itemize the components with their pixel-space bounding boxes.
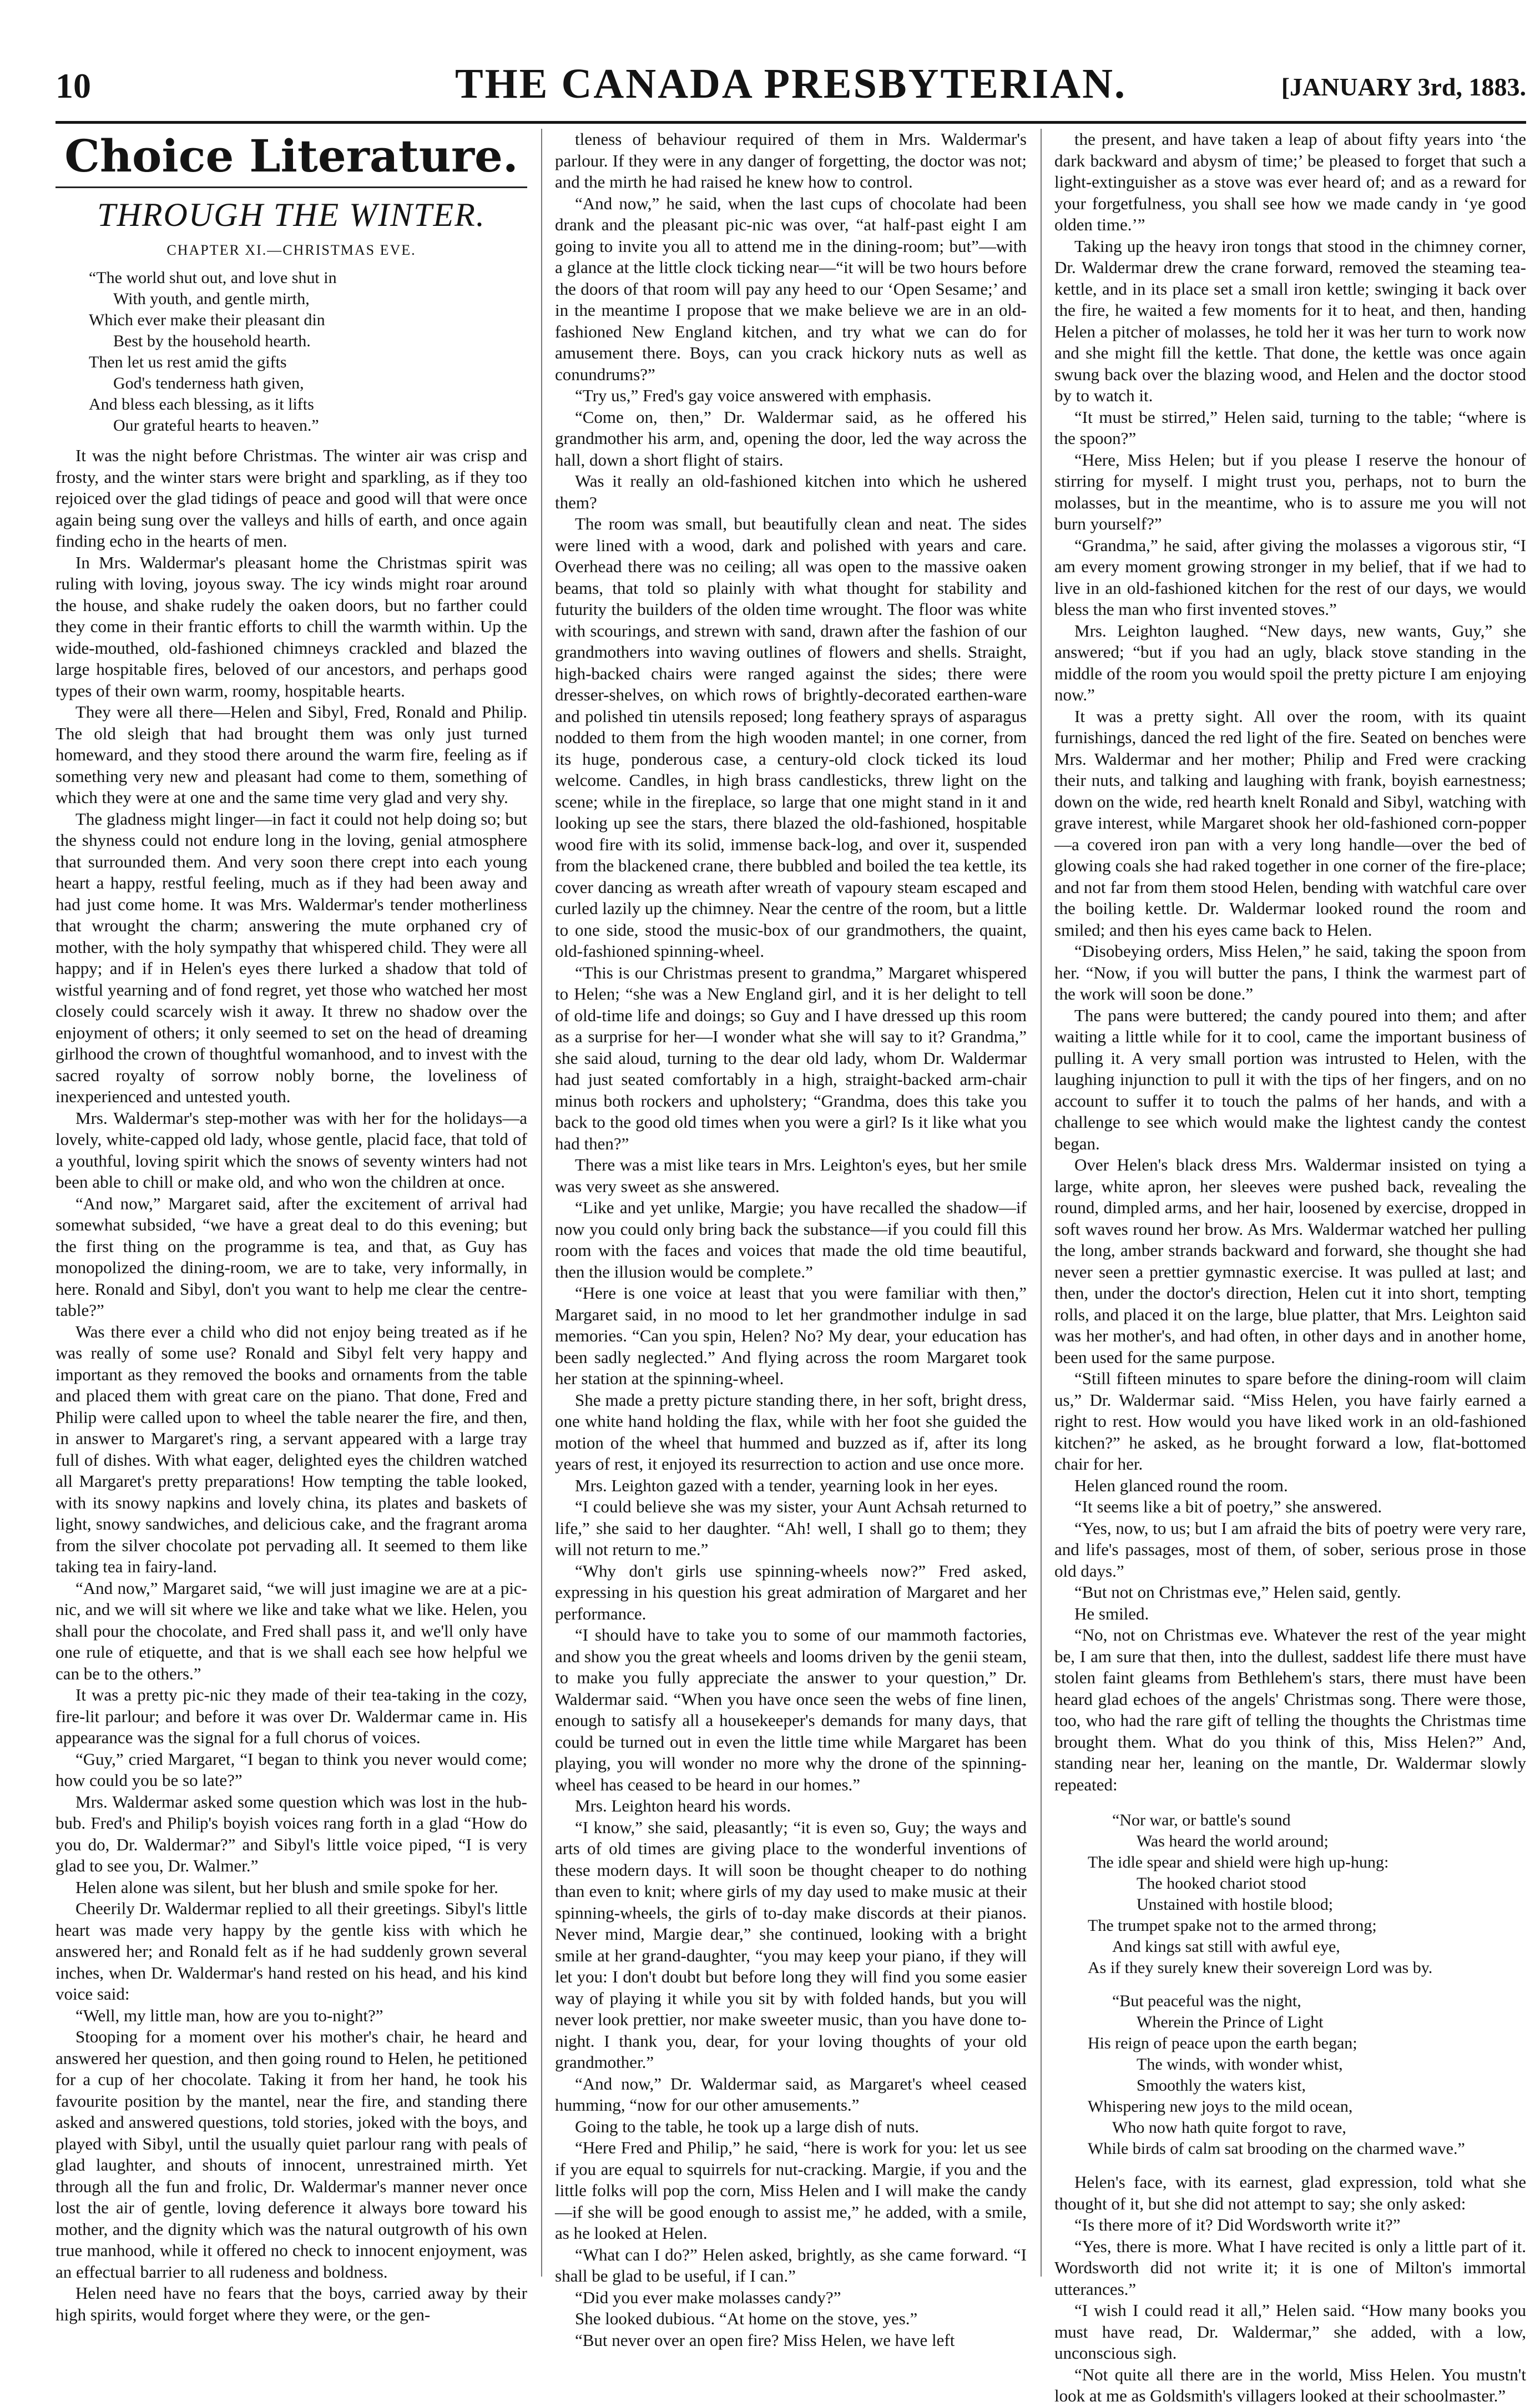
paragraph: “And now,” Margaret said, after the excitement of arrival had somewhat subsided, “we have a great deal to do this evening; but the first thing on the programme is tea, and that, as Guy has monopolized the dining-room, we are to take, very informally, in here. Ronald and Sibyl, don't you want to help me clear the centre-table?”	[55, 1193, 527, 1320]
paragraph: “Here is one voice at least that you were familiar with then,” Margaret said, in no mood to let her grandmother indulge in sad memories. “Can you spin, Helen? No? My dear, your education has been sadly neglected.” And flying across the room Margaret took her station at the spinning-wheel.	[555, 1283, 1027, 1388]
paragraph: the present, and have taken a leap of about fifty years into ‘the dark backward and abysm of time;’ be pleased to forget that such a light-extinguisher as a stove was ever heard of; and as a reward for your forgetfulness, you shall see how we made candy in ‘ye good olden time.’”	[1054, 129, 1526, 234]
section-rule	[55, 186, 527, 188]
paragraph: Over Helen's black dress Mrs. Waldermar insisted on tying a large, white apron, her sleeves were pushed back, revealing the round, dimpled arms, and her hair, loosened by exercise, dropped in soft waves round her brow. As Mrs. Waldermar watched her pulling the long, amber strands backward and forward, she thought she had never seen a prettier gymnastic exercise. It was pulled at last; and then, under the doctor's direction, Helen cut it into short, tempting rolls, and placed it on the large, blue platter, that Mrs. Leighton said was her mother's, and had often, in other days and in another home, been used for the same purpose.	[1054, 1155, 1526, 1367]
paragraph: Going to the table, he took up a large dish of nuts.	[575, 2116, 920, 2136]
paragraph: “Yes, now, to us; but I am afraid the bits of poetry were very rare, and life's passages, most of them, of sober, serious prose in those old days.”	[1054, 1518, 1526, 1581]
paragraph: The gladness might linger—in fact it could not help doing so; but the shyness could not endure long in the loving, genial atmosphere that surrounded them. And very soon there crept into each young heart a happy, restful feeling, much as if they had been away and had just come home. It was Mrs. Waldermar's tender motherliness that wrought the charm; answering the mute orphaned cry of mother, with the holy sympathy that whispered child. They were all happy; and if in Helen's eyes there lurked a shadow that told of wistful yearning and of fond regret, yet those who watched her most closely could scarcely wish it away. It threw no shadow over the enjoyment of others; it only seemed to set on the head of dreaming girlhood the crown of thoughtful womanhood, and to invest with the sacred royalty of sorrow nobly borne, the loveliness of inexperienced and untested youth.	[55, 809, 527, 1106]
paragraph: He smiled.	[1074, 1603, 1149, 1623]
story-title: THROUGH THE WINTER.	[97, 196, 486, 233]
paragraph: “It must be stirred,” Helen said, turning to the table; “where is the spoon?”	[1054, 407, 1526, 448]
paragraph: It was the night before Christmas. The winter air was crisp and frosty, and the winter stars were bright and sparkling, as if they too rejoiced over the glad tidings of peace and good will that were once again being sung over the valleys and hills of earth, and once again finding echo in the hearts of men.	[55, 446, 527, 551]
poem-line: The idle spear and shield were high up-hung:	[1088, 1853, 1389, 1871]
paragraph: In Mrs. Waldermar's pleasant home the Christmas spirit was ruling with loving, joyous sway. The icy winds might roar around the house, and shake rudely the oaken doors, but no farther could they come in their frantic efforts to chill the warmth within. Up the wide-mouthed, old-fashioned chimneys crackled and blazed the large hospitable fires, beloved of our ancestors, and perhaps good types of their own warm, roomy, hospitable hearts.	[55, 552, 527, 700]
poem-line: Which ever make their pleasant din	[89, 311, 325, 329]
header-rule	[55, 121, 1526, 124]
paragraph: She looked dubious. “At home on the stove, yes.”	[575, 2309, 918, 2328]
paragraph: Cheerily Dr. Waldermar replied to all their greetings. Sibyl's little heart was made very happy by the gentle kiss with which he answered her; and Ronald felt as if he had suddenly grown several inches, when Dr. Waldermar's hand rested on his head, and his kind voice said:	[55, 1899, 527, 2004]
poem-line: And bless each blessing, as it lifts	[89, 395, 314, 413]
paragraph: She made a pretty picture standing there, in her soft, bright dress, one white hand holding the flax, while with her foot she guided the motion of the wheel that hummed and buzzed as if, after its long years of rest, it enjoyed its resurrection to action and use once more.	[555, 1390, 1027, 1474]
paragraph: “Well, my little man, how are you to-night?”	[75, 2005, 383, 2025]
paragraph: “Still fifteen minutes to spare before the dining-room will claim us,” Dr. Waldermar said. “Miss Helen, you have fairly earned a right to rest. How would you have liked work in an old-fashioned kitchen?” he asked, as he brought forward a low, flat-bottomed chair for her.	[1054, 1369, 1526, 1474]
paragraph: The pans were buttered; the candy poured into them; and after waiting a little while for it to cool, came the important business of pulling it. A very small portion was intrusted to Helen, with the laughing injunction to pull it with the tips of her fingers, and on no account to suffer it to touch the palms of her hands, and with a challenge to see which would make the lightest candy the contest began.	[1054, 1005, 1526, 1153]
poem-line: While birds of calm sat brooding on the charmed wave.”	[1088, 2139, 1465, 2158]
poem-line: Smoothly the waters kist,	[1137, 2076, 1306, 2095]
column-1	[55, 129, 527, 2324]
poem-line: “Nor war, or battle's sound	[1112, 1811, 1291, 1829]
poem-line: Whispering new joys to the mild ocean,	[1088, 2097, 1353, 2116]
poem-stanza-1	[1088, 1810, 1526, 1979]
masthead-title: THE CANADA PRESBYTERIAN.	[455, 60, 1127, 107]
paragraph: Mrs. Waldermar asked some question which was lost in the hub-bub. Fred's and Philip's boyish voices rang forth in a glad “How do you do, Dr. Waldermar?” and Sibyl's little voice piped, “I is very glad to see you, Dr. Walmer.”	[55, 1792, 527, 1875]
poem-line: “The world shut out, and love shut in	[89, 269, 337, 287]
poem-line: His reign of peace upon the earth began;	[1088, 2034, 1357, 2052]
paragraph: Was it really an old-fashioned kitchen into which he ushered them?	[555, 471, 1027, 512]
paragraph: They were all there—Helen and Sibyl, Fred, Ronald and Philip. The old sleigh that had brought them was only just turned homeward, and they stood there around the warm fire, feeling as if something very new and pleasant had come to them, something of which they were at one and the same time very glad and very shy.	[55, 702, 527, 807]
paragraph: “This is our Christmas present to grandma,” Margaret whispered to Helen; “she was a New England girl, and it is her delight to tell of old-time life and doings; so Guy and I have dressed up this room as a surprise for her—I wonder what she will say to it? Grandma,” she said aloud, turning to the dear old lady, whom Dr. Waldermar had just seated comfortably in a high, straight-backed arm-chair minus both rockers and upholstery; “Grandma, does this take you back to the good old times when you were a girl? Is it like what you had then?”	[555, 962, 1027, 1153]
paragraph: “No, not on Christmas eve. Whatever the rest of the year might be, I am sure that then, into the dullest, saddest life there must have stolen faint gleams from Bethlehem's stars, there must have been heard glad echoes of the angels' Christmas song. There were those, too, who had the rare gift of telling the thoughts the Christmas time brought them. What do you think of this, Miss Helen?” And, standing near her, leaning on the mantle, Dr. Waldermar slowly repeated:	[1054, 1625, 1526, 1794]
page-header	[55, 60, 1526, 115]
issue-date: [JANUARY 3rd, 1883.	[1281, 73, 1526, 101]
paragraph: It was a pretty sight. All over the room, with its quaint furnishings, danced the red light of the fire. Seated on benches were Mrs. Waldermar and her mother; Philip and Fred were cracking their nuts, and talking and laughing with frank, boyish earnestness; down on the wide, red hearth knelt Ronald and Sibyl, watching with grave interest, while Margaret shook her old-fashioned corn-popper—a covered iron pan with a very long handle—over the bed of glowing coals she had raked together in one corner of the fire-place; and not far from them stood Helen, bending with watchful care over the boiling kettle. Dr. Waldermar looked round the room and smiled; and then his eyes came back to Helen.	[1054, 706, 1526, 940]
paragraph: tleness of behaviour required of them in Mrs. Waldermar's parlour. If they were in any danger of forgetting, the doctor was not; and the mirth he had raised he knew how to control.	[555, 129, 1027, 191]
poem-line: Our grateful hearts to heaven.”	[113, 416, 319, 435]
poem-line: With youth, and gentle mirth,	[113, 290, 310, 308]
poem-line: Best by the household hearth.	[113, 332, 311, 350]
paragraph: Mrs. Leighton heard his words.	[575, 1796, 791, 1815]
column-3-body-bottom	[1054, 2172, 1526, 2407]
poem-line: “But peaceful was the night,	[1112, 1992, 1301, 2010]
paragraph: The room was small, but beautifully clean and neat. The sides were lined with a wood, dark and polished with years and care. Overhead there was no ceiling; all was open to the massive oaken beams, that told so plainly with what thought for stability and futurity the builders of the olden time wrought. The floor was white with scourings, and strewn with sand, drawn after the fashion of our grandmothers into waving outlines of flowers and shells. Straight, high-backed chairs were ranged against the sides; there were dresser-shelves, on which rows of brightly-decorated earthen-ware and polished tin utensils reposed; long feathery sprays of asparagus nodded to them from the high wooden mantel; in one corner, from its huge, ponderous case, a century-old clock ticked its loud welcome. Candles, in high brass candlesticks, threw light on the scene; while in the fireplace, so large that one might stand in it and looking up see the stars, there blazed the old-fashioned, hospitable wood fire with its solid, immense back-log, and over it, suspended from the blackened crane, there bubbled and boiled the tea kettle, its cover dancing as wreath after wreath of vapoury steam escaped and curled lazily up the chimney. Near the centre of the room, but a little to one side, stood the music-box of our grandmothers, the quaint, old-fashioned spinning-wheel.	[555, 514, 1027, 961]
paragraph: “Like and yet unlike, Margie; you have recalled the shadow—if now you could only bring back the substance—if you could fill this room with the faces and voices that made the old time beautiful, then the illusion would be complete.”	[555, 1198, 1027, 1281]
poem-line: Unstained with hostile blood;	[1137, 1895, 1334, 1914]
column-3	[1054, 129, 1526, 2405]
paragraph: It was a pretty pic-nic they made of their tea-taking in the cozy, fire-lit parlour; and before it was over Dr. Waldermar came in. His appearance was the signal for a full chorus of voices.	[55, 1685, 527, 1747]
milton-poem	[1054, 1810, 1526, 2159]
paragraph: “But never over an open fire? Miss Helen, we have left	[575, 2330, 955, 2350]
chapter-heading: CHAPTER XI.—CHRISTMAS EVE.	[166, 242, 416, 258]
poem-line: And kings sat still with awful eye,	[1112, 1937, 1340, 1956]
paragraph: “I know,” she said, pleasantly; “it is even so, Guy; the ways and arts of old times are giving place to the wonderful inventions of these modern days. It will soon be thought cheaper to do nothing than even to knit; where girls of my day used to make music at their spinning-wheels, the girls of to-day make discords at their pianos. Never mind, Margie dear,” she continued, looking with a bright smile at her grand-daughter, “you may keep your piano, if they will let you: I don't doubt but before long they will find you some easier way of playing it while you sit by with folded hands, but you will never look prettier, nor make sweeter music, than you have done to-night. I thank you, dear, for your loving thoughts of your old grandmother.”	[555, 1817, 1027, 2072]
paragraph: Helen alone was silent, but her blush and smile spoke for her.	[75, 1877, 498, 1897]
paragraph: “I wish I could read it all,” Helen said. “How many books you must have read, Dr. Waldermar,” she added, with a low, unconscious sigh.	[1054, 2300, 1526, 2363]
paragraph: Helen need have no fears that the boys, carried away by their high spirits, would forget where they were, or the gen-	[55, 2283, 527, 2324]
poem-line: Wherein the Prince of Light	[1137, 2013, 1324, 2031]
paragraph: Mrs. Leighton laughed. “New days, new wants, Guy,” she answered; “but if you had an ugly, black stove standing in the middle of the room you would spoil the pretty picture I am enjoying now.”	[1054, 620, 1526, 704]
paragraph: Mrs. Leighton gazed with a tender, yearning look in her eyes.	[575, 1475, 998, 1495]
column-1-body	[55, 445, 527, 2325]
paragraph: “Did you ever make molasses candy?”	[575, 2287, 841, 2307]
paragraph: “And now,” Dr. Waldermar said, as Margaret's wheel ceased humming, “now for our other amusements.”	[555, 2073, 1027, 2115]
paragraph: “Here, Miss Helen; but if you please I reserve the honour of stirring for myself. I might trust you, perhaps, not to burn the molasses, but in the meantime, who is to assure me you will not burn yourself?”	[1054, 450, 1526, 533]
paragraph: “Why don't girls use spinning-wheels now?” Fred asked, expressing in his question his great admiration of Margaret and her performance.	[555, 1561, 1027, 1623]
paragraph: “Is there more of it? Did Wordsworth write it?”	[1074, 2215, 1401, 2234]
poem-line: Was heard the world around;	[1137, 1832, 1329, 1850]
paragraph: Helen glanced round the room.	[1074, 1475, 1288, 1495]
column-2	[555, 129, 1027, 2350]
paragraph: “What can I do?” Helen asked, brightly, as she came forward. “I shall be glad to be useful, if I can.”	[555, 2244, 1027, 2285]
poem-line: As if they surely knew their sovereign Lord was by.	[1088, 1959, 1433, 1977]
paragraph: “Try us,” Fred's gay voice answered with emphasis.	[575, 386, 932, 405]
paragraph: Helen's face, with its earnest, glad expression, told what she thought of it, but she did not attempt to say; she only asked:	[1054, 2172, 1526, 2213]
paragraph: “But not on Christmas eve,” Helen said, gently.	[1074, 1582, 1401, 1602]
paragraph: “Not quite all there are in the world, Miss Helen. You mustn't look at me as Goldsmith's villagers looked at their schoolmaster.”	[1054, 2364, 1526, 2405]
paragraph: “I could believe she was my sister, your Aunt Achsah returned to life,” she said to her daughter. “Ah! well, I shall go to them; they will not return to me.”	[555, 1497, 1027, 1559]
column-2-body	[555, 129, 1027, 2351]
paragraph: “Grandma,” he said, after giving the molasses a vigorous stir, “I am every moment growing stronger in my belief, that if we had to live in an old-fashioned kitchen for the rest of our days, we would bless the man who first invented stoves.”	[1054, 535, 1526, 619]
column-divider	[541, 129, 542, 2277]
epigraph-poem	[55, 268, 527, 436]
column-divider	[1041, 129, 1042, 2277]
paragraph: “Guy,” cried Margaret, “I began to think you never would come; how could you be so late?”	[55, 1749, 527, 1790]
paragraph: “It seems like a bit of poetry,” she answered.	[1074, 1497, 1382, 1516]
poem-line: God's tenderness hath given,	[113, 374, 304, 392]
paragraph: Mrs. Waldermar's step-mother was with her for the holidays—a lovely, white-capped old lady, whose gentle, placid face, that told of a youthful, loving spirit which the snows of seventy winters had not been able to chill or make old, and who won the children at once.	[55, 1108, 527, 1192]
poem-line: The trumpet spake not to the armed throng;	[1088, 1916, 1377, 1935]
paragraph: “Yes, there is more. What I have recited is only a little part of it. Wordsworth did not write it; it is one of Milton's immortal utterances.”	[1054, 2236, 1526, 2299]
paragraph: “Here Fred and Philip,” he said, “here is work for you: let us see if you are equal to squirrels for nut-cracking. Margie, if you and the little folks will pop the corn, Miss Helen and I will make the candy—if she will be good enough to assist me,” he added, with a smile, as he looked at Helen.	[555, 2138, 1027, 2243]
poem-line: The winds, with wonder whist,	[1137, 2055, 1343, 2073]
column-3-body-top	[1054, 129, 1526, 1795]
page-number: 10	[55, 66, 91, 105]
paragraph: Was there ever a child who did not enjoy being treated as if he was really of some use? Ronald and Sibyl felt very happy and important as they removed the books and ornaments from the table and placed them with great care on the piano. That done, Fred and Philip were called upon to wheel the table nearer the fire, and then, in answer to Margaret's ring, a servant appeared with a large tray full of dishes. With what eager, delighted eyes the children watched all Margaret's pretty preparations! How tempting the table looked, with its snowy napkins and lovely china, its plates and baskets of light, snowy sandwiches, and delicious cake, and the fragrant aroma from the silver chocolate pot pervading all. It seemed to them like taking tea in fairy-land.	[55, 1321, 527, 1576]
paragraph: “Disobeying orders, Miss Helen,” he said, taking the spoon from her. “Now, if you will butter the pans, I think the warmest part of the work will soon be done.”	[1054, 941, 1526, 1003]
paragraph: “I should have to take you to some of our mammoth factories, and show you the great wheels and looms driven by the genii steam, to make you fully appreciate the answer to your question,” Dr. Waldermar said. “When you have once seen the webs of fine linen, enough to satisfy all a housekeeper's demands for many days, that could be turned out in even the little time while Margaret has been playing, you will wonder no more why the drone of the spinning-wheel has ceased to be heard in our homes.”	[555, 1625, 1027, 1794]
poem-line: Then let us rest amid the gifts	[89, 353, 287, 371]
poem-line: The hooked chariot stood	[1137, 1874, 1306, 1893]
paragraph: “Come on, then,” Dr. Waldermar said, as he offered his grandmother his arm, and, opening the door, led the way across the hall, down a short flight of stairs.	[555, 407, 1027, 470]
paragraph: There was a mist like tears in Mrs. Leighton's eyes, but her smile was very sweet as she answered.	[555, 1155, 1027, 1196]
poem-line: Who now hath quite forgot to rave,	[1112, 2118, 1346, 2137]
paragraph: “And now,” Margaret said, “we will just imagine we are at a pic-nic, and we will sit where we like and take what we like. Helen, you shall pour the chocolate, and Fred shall pass it, and we'll only have one rule of etiquette, and that is we shall each see how helpful we can be to the others.”	[55, 1578, 527, 1683]
poem-stanza-2	[1088, 1991, 1526, 2159]
paragraph: Taking up the heavy iron tongs that stood in the chimney corner, Dr. Waldermar drew the crane forward, removed the steaming tea-kettle, and in its place set a small iron kettle; swinging it back over the fire, he waited a few moments for it to heat, and then, handing Helen a pitcher of molasses, he told her it was her turn to work now and she might fill the kettle. That done, the kettle was once again swung back over the blazing wood, and Helen and the doctor stood by to watch it.	[1054, 236, 1526, 405]
paragraph: Stooping for a moment over his mother's chair, he heard and answered her question, and then going round to Helen, he petitioned for a cup of her chocolate. Taking it from her hand, he took his favourite position by the mantel, near the fire, and standing there asked and answered questions, told stories, joked with the boys, and played with Sibyl, until the usually quiet parlour rang with peals of glad laughter, and shouts of innocent, unrestrained mirth. Yet through all the fun and frolic, Dr. Waldermar's manner never once lost the air of gentle, loving deference it always bore toward his mother, and the dignity which was the natural outgrowth of his own true manhood, while it offered no check to innocent enjoyment, was an effectual barrier to all rudeness and boldness.	[55, 2027, 527, 2282]
section-title: Choice Literature.	[64, 130, 518, 182]
paragraph: “And now,” he said, when the last cups of chocolate had been drank and the pleasant pic-nic was over, “at half-past eight I am going to invite you all to attend me in the dining-room; but”—with a glance at the little clock ticking near—“it will be two hours before the doors of that room will pay any heed to our ‘Open Sesame;’ and in the meantime I propose that we make believe we are in an old-fashioned New England kitchen, and try what we can do for amusement there. Boys, can you crack hickory nuts as well as conundrums?”	[555, 193, 1027, 384]
